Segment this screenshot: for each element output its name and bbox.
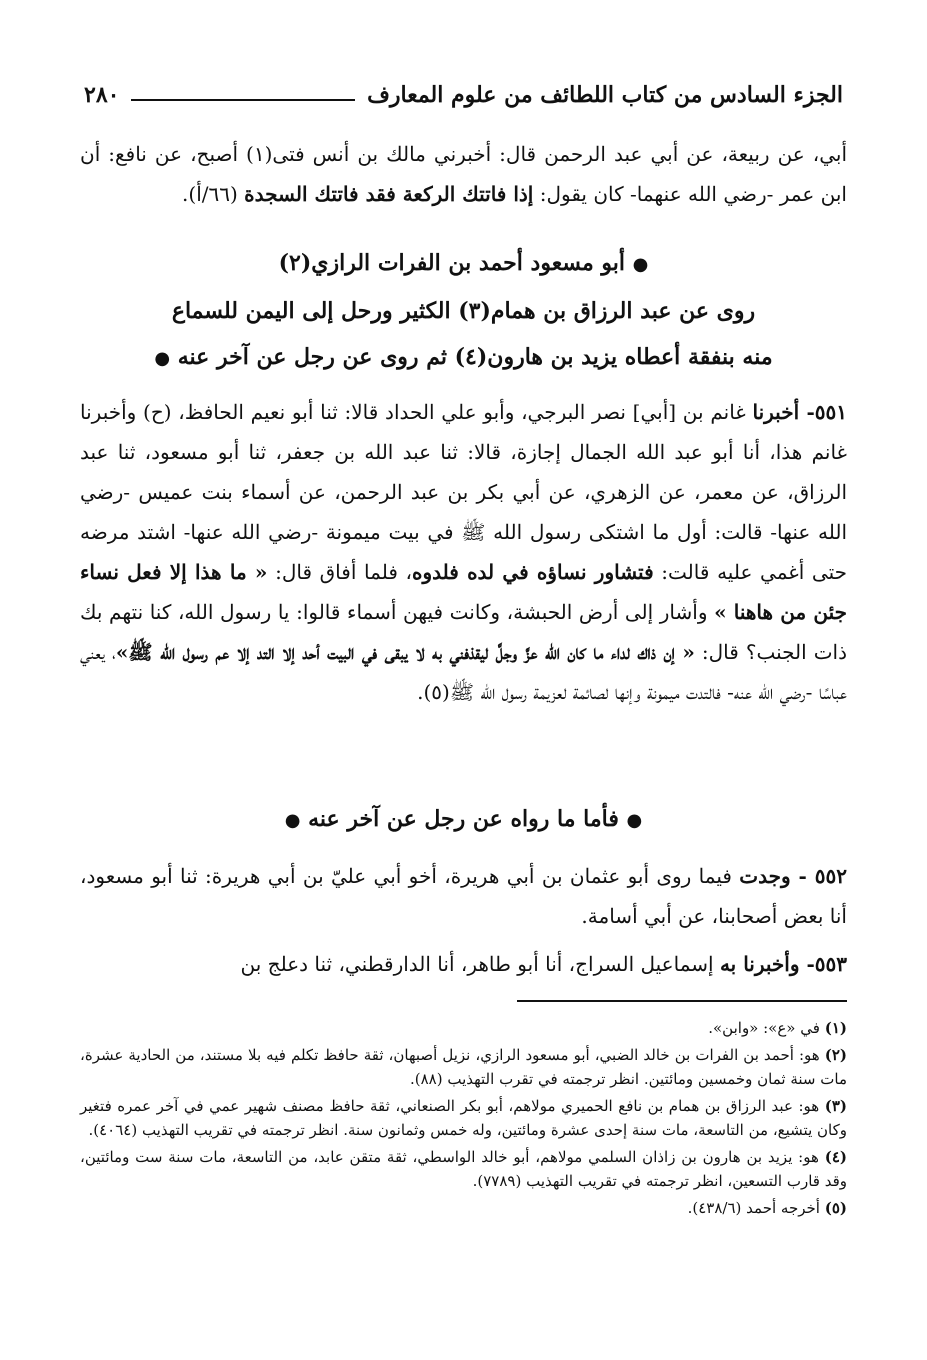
footnote <box>80 1094 847 1142</box>
entry-text: ، فلما أفاق قال: <box>267 560 412 584</box>
entry-text: فيما روى أبو عثمان بن أبي هريرة، أخو أبي عليّ بن أبي هريرة: ثنا أبو مسعود، أنا بعض أصحابنا، عن أبي أسامة. <box>80 864 847 928</box>
continued-paragraph <box>80 134 847 214</box>
entry-text: ، يعني عباسًا -رضي الله عنه- فالتدت ميمونة وإنها لصائمة لعزيمة رسول الله ﷺ(٥). <box>80 640 847 704</box>
running-title: الجزء السادس من كتاب اللطائف من علوم المعارف <box>367 82 843 108</box>
footnote-separator <box>517 1000 847 1002</box>
footnote <box>80 1016 847 1040</box>
entry-number: ٥٥٢ - وجدت <box>739 864 847 888</box>
hadith-entry-553 <box>80 944 847 984</box>
hadith-entry-552 <box>80 856 847 936</box>
footnote <box>80 1145 847 1193</box>
entry-number: ٥٥٣- وأخبرنا به <box>719 952 847 976</box>
bullet-icon: ● <box>632 254 649 275</box>
subsection-heading <box>80 796 847 844</box>
bullet-icon: ● <box>284 810 301 831</box>
running-header <box>84 82 843 108</box>
subsection-title: فأما ما رواه عن رجل عن آخر عنه <box>308 806 619 832</box>
footnote-number: (١) <box>824 1019 847 1037</box>
footnote-text: هو: أحمد بن الفرات بن خالد الضبي، أبو مسعود الرازي، نزيل أصبهان، ثقة حافظ تكلم فيه بلا مستند، من الحادية عشرة، مات سنة ثمان وخمسين ومائتين. انظر ترجمته في تقرب التهذيب (٨٨). <box>80 1046 847 1088</box>
continued-text: أبي، عن ربيعة، عن أبي عبد الرحمن قال: أخبرني مالك بن أنس فتى(١) أصبح، عن نافع: أن ابن عمر -رضي الله عنهما- كان يقول: <box>80 142 847 206</box>
quoted-saying: إذا فاتتك الركعة فقد فاتتك السجدة <box>244 182 534 206</box>
entry-text: وأشار إلى أرض الحبشة، وكانت فيهن أسماء قالوا: يا رسول الله، كنا نتهم بك ذات الجنب؟ قال: <box>80 600 847 664</box>
entry-number: ٥٥١- أخبرنا <box>752 400 847 424</box>
header-rule <box>131 99 355 101</box>
hadith-entry-551 <box>80 392 847 712</box>
footnote-text: هو: يزيد بن هارون بن زاذان السلمي مولاهم، أبو خالد الواسطي، ثقة متقن عابد، من التاسعة، مات سنة ست ومائتين، وقد قارب التسعين، انظر ترجمته في تقريب التهذيب (٧٧٨٩). <box>80 1148 847 1190</box>
footnote-number: (٢) <box>824 1046 847 1064</box>
bullet-icon: ● <box>626 810 643 831</box>
footnote-number: (٣) <box>824 1097 847 1115</box>
page-number: ٢٨٠ <box>84 82 120 108</box>
narrator-section-heading <box>80 240 847 382</box>
prophetic-quote: « ما هذا إلا فعل نساء جئن من هاهنا » <box>80 560 848 624</box>
footnotes <box>80 1016 847 1223</box>
footnote <box>80 1043 847 1091</box>
entry-text: إسماعيل السراج، أنا أبو طاهر، أنا الدارقطني، ثنا دعلج بن <box>240 952 720 976</box>
footnote-number: (٥) <box>824 1199 847 1217</box>
footnote-text: أخرجه أحمد (٤٣٨/٦). <box>687 1199 820 1217</box>
narrator-description-line: روى عن عبد الرزاق بن همام(٣) الكثير ورحل إلى اليمن للسماع <box>171 298 756 324</box>
footnote-text: في «ع»: «وابن». <box>708 1019 820 1037</box>
emphasized-text: فتشاور نساؤه في لده فلدوه <box>412 560 654 584</box>
footnote <box>80 1196 847 1220</box>
footnote-text: هو: عبد الرزاق بن همام بن نافع الحميري مولاهم، أبو بكر الصنعاني، ثقة حافظ مصنف شهير عمي في آخر عمره فتغير وكان يتشيع، من التاسعة، مات سنة إحدى عشرة ومائتين، وله خمس وثمانون سنة. انظر ترجمته في تقريب التهذيب (٤٠٦٤). <box>80 1097 847 1139</box>
footnote-number: (٤) <box>824 1148 847 1166</box>
folio-reference: (٦٦/أ). <box>182 182 245 206</box>
narrator-description-line: منه بنفقة أعطاه يزيد بن هارون(٤) ثم روى عن رجل عن آخر عنه <box>177 344 773 370</box>
entry-text: غانم بن [أبي] نصر البرجي، وأبو علي الحداد قالا: ثنا أبو نعيم الحافظ، (ح) وأخبرنا غانم هذا، أنا أبو عبد الله الجمال إجازة، قالا: ثنا عبد الله بن جعفر، ثنا أبو مسعود، ثنا عبد الرزاق، عن معمر، عن الزهري، عن أبي بكر بن عبد الرحمن، عن أسماء بنت عميس -رضي الله عنها- قالت: أول ما اشتكى رسول الله ﷺ في بيت ميمونة -رضي الله عنها- اشتد مرضه حتى أغمي عليه قالت: <box>80 400 848 584</box>
narrator-name: أبو مسعود أحمد بن الفرات الرازي(٢) <box>278 250 625 276</box>
prophetic-quote: « إن ذاك لداء ما كان الله عزَّ وجلَّ ليقذفني به لا يبقى في البيت أحد إلا التد إلا عم رسول الله ﷺ» <box>115 640 695 664</box>
bullet-icon: ● <box>154 348 171 369</box>
